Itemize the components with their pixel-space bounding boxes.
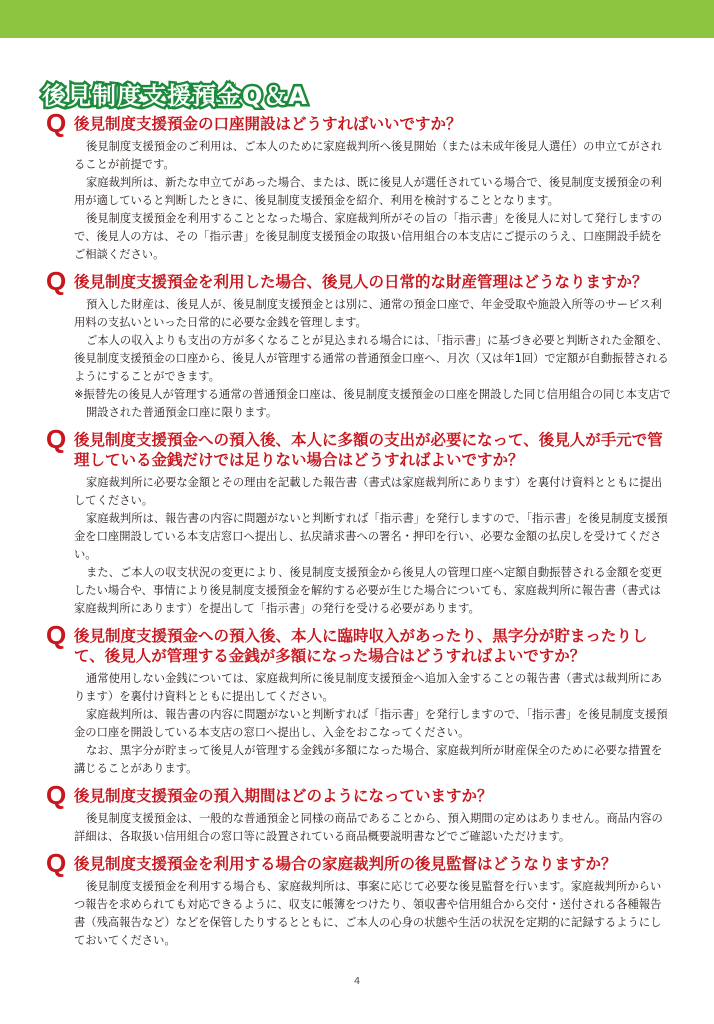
question-heading [46, 108, 672, 138]
q-mark-icon: Q [46, 620, 67, 650]
question-text: 後見制度支援預金への預入後、本人に臨時収入があったり、黒字分が貯まったりして、後見人が管理する金銭が多額になった場合はどうすればよいですか？ [74, 627, 648, 665]
answer-paragraph: なお、黒字分が貯まって後見人が管理する金銭が多額になった場合、家庭裁判所が財産保全のために必要な措置を講じることがあります。 [74, 744, 663, 775]
question-text: 後見制度支援預金を利用する場合の家庭裁判所の後見監督はどうなりますか？ [74, 855, 617, 873]
answer-paragraph: ご本人の収入よりも支出の方が多くなることが見込まれる場合には、「指示書」に基づき必要と判断された金額を、後見制度支援預金の口座から、後見人が管理する通常の普通預金口座へ、月次（又は年1回）で定額が自動振替されるようにすることができます。 [74, 334, 669, 383]
question-text: 後見制度支援預金を利用した場合、後見人の日常的な財産管理はどうなりますか？ [74, 273, 648, 291]
qa-section-large-expense [46, 424, 672, 618]
answer-paragraph: また、ご本人の収支状況の変更により、後見制度支援預金から後見人の管理口座へ定額自動振替される金額を変更したい場合や、事情により後見制度支援預金を解約する必要が生じた場合についても、家庭裁判所に報告書（書式は家庭裁判所にあります）を提出して「指示書」の発行を受ける必要があります。 [74, 566, 663, 615]
answer-paragraph: 家庭裁判所は、新たな申立てがあった場合、または、既に後見人が選任されている場合で、後見制度支援預金の利用が適していると判断したときに、後見制度支援預金を紹介、利用を検討することとなります。 [74, 176, 662, 207]
question-heading [46, 424, 672, 470]
question-text: 後見制度支援預金への預入後、本人に多額の支出が必要になって、後見人が手元で管理している金銭だけでは足りない場合はどうすればよいですか？ [74, 431, 663, 469]
q-mark-icon: Q [46, 108, 67, 138]
answer-note: ※振替先の後見人が管理する通常の普通預金口座は、後見制度支援預金の口座を開設した同じ信用組合の同じ本支店で開設された普通預金口座に限ります。 [74, 388, 671, 419]
answer-paragraph: 後見制度支援預金を利用する場合も、家庭裁判所は、事案に応じて必要な後見監督を行います。家庭裁判所からいつ報告を求められても対応できるように、収支に帳簿をつけたり、領収書や信用組合から交付・送付される各種報告書（残高報告など）などを保管したりするとともに、ご本人の心身の状態や生活の状況を定期的に記録するようにしておいてください。 [74, 880, 662, 947]
q-mark-icon: Q [46, 424, 67, 454]
page-title: 後見制度支援預金Q＆A [42, 82, 308, 110]
answer-paragraph: 家庭裁判所は、報告書の内容に問題がないと判断すれば「指示書」を発行しますので、「指示書」を後見制度支援預金の口座を開設している本支店の窓口へ提出し、入金をおこなってください。 [74, 708, 668, 739]
question-heading [46, 620, 672, 666]
answer-paragraph: 後見制度支援預金のご利用は、ご本人のために家庭裁判所へ後見開始（または未成年後見人選任）の申立てがされることが前提です。 [74, 140, 663, 171]
question-heading [46, 780, 672, 810]
qa-section-extra-income [46, 620, 672, 778]
answer-paragraph: 家庭裁判所は、報告書の内容に問題がないと判断すれば「指示書」を発行しますので、「指示書」を後見制度支援預金を口座開設している本支店窓口へ提出し、払戻請求書への署名・押印を行い、必要な金額の払戻しを受けてください。 [74, 512, 668, 561]
question-heading [46, 848, 672, 878]
qa-section-account-opening [46, 108, 672, 264]
question-text: 後見制度支援預金の口座開設はどうすればいいですか？ [74, 115, 462, 133]
question-heading [46, 266, 672, 296]
page-number: 4 [353, 976, 361, 987]
qa-section-daily-management [46, 266, 672, 422]
qa-section-deposit-period [46, 780, 672, 846]
q-mark-icon: Q [46, 266, 67, 296]
answer-paragraph: 後見制度支援預金は、一般的な普通預金と同様の商品であることから、預入期間の定めはありません。商品内容の詳細は、各取扱い信用組合の窓口等に設置されている商品概要説明書などでご確認いただけます。 [74, 812, 663, 843]
answer-paragraph: 家庭裁判所に必要な金額とその理由を記載した報告書（書式は家庭裁判所にあります）を裏付け資料とともに提出してください。 [74, 476, 663, 507]
question-text: 後見制度支援預金の預入期間はどのようになっていますか？ [74, 787, 493, 805]
q-mark-icon: Q [46, 848, 67, 878]
qa-section-court-supervision [46, 848, 672, 950]
qa-content [46, 108, 672, 950]
answer-paragraph: 後見制度支援預金を利用することとなった場合、家庭裁判所がその旨の「指示書」を後見人に対して発行しますので、後見人の方は、その「指示書」を後見制度支援預金の取扱い信用組合の本支店にご提示のうえ、口座開設手続をご相談ください。 [74, 212, 663, 261]
answer-paragraph: 通常使用しない金銭については、家庭裁判所に後見制度支援預金へ追加入金することの報告書（書式は裁判所にあります）を裏付け資料とともに提出してください。 [74, 672, 662, 703]
answer-paragraph: 預入した財産は、後見人が、後見制度支援預金とは別に、通常の預金口座で、年金受取や施設入所等のサービス利用料の支払いといった日常的に必要な金銭を管理します。 [74, 298, 662, 329]
top-green-bar [0, 0, 714, 38]
q-mark-icon: Q [46, 780, 67, 810]
